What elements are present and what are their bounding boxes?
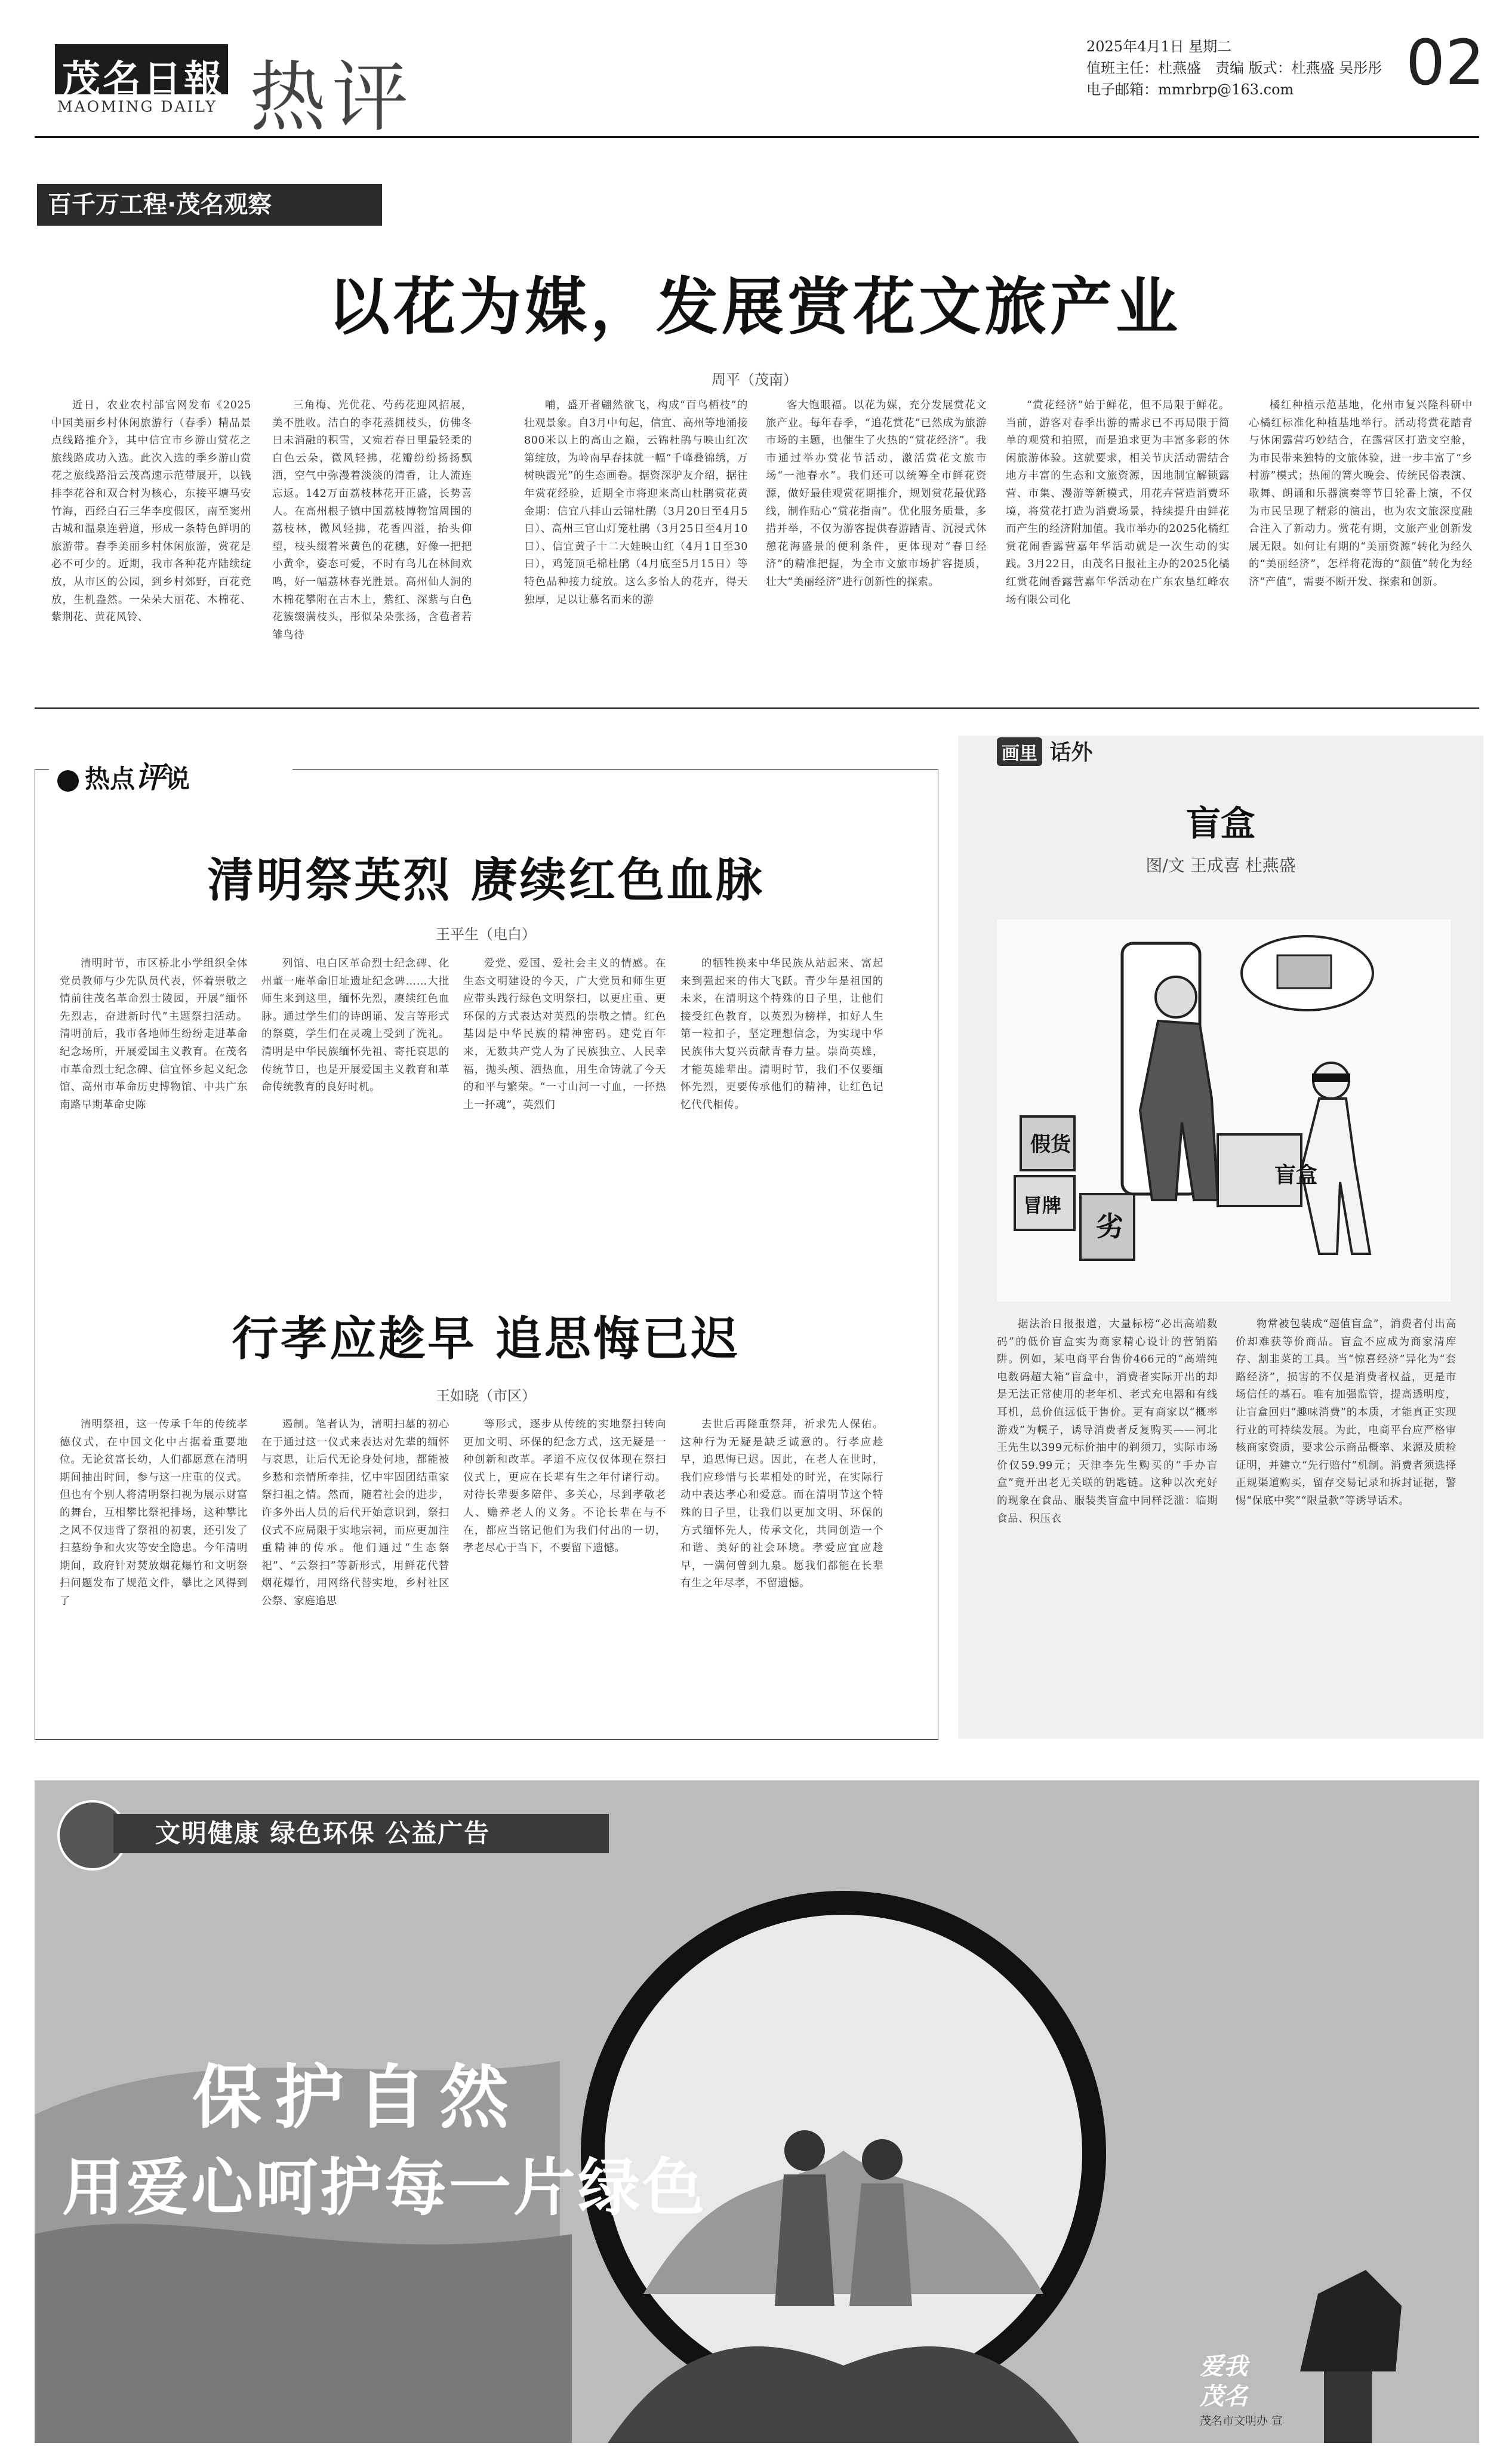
section-title: 热评: [250, 53, 415, 142]
article1-column-2: 列馆、电白区革命烈士纪念碑、化州董一庵革命旧址遗址纪念碑……大批师生来到这里，缅怀先烈，赓续红色血脉。通过学生们的诗朗诵、发言等形式的祭奠，学生们在灵魂上受到了洗礼。清明是中华民族缅怀先祖、寄托哀思的传统节日，也是开展爱国主义教育和革命传统教育的良好时机。: [261, 958, 449, 1094]
masthead-logo: 茂名日報: [62, 57, 224, 102]
lead-byline: 周平（茂南）: [712, 371, 797, 388]
cartoon-tag-left: 画里: [997, 737, 1042, 766]
cartoon-credit: 图/文 王成喜 杜燕盛: [1145, 856, 1296, 875]
box-label-counterfeit: 冒牌: [1023, 1194, 1062, 1217]
ad-statue-base: [1324, 2371, 1372, 2443]
ad-figure-1-head: [784, 2130, 825, 2171]
cartoon-text-column-1: 据法治日报报道，大量标榜“必出高端数码”的低价盲盒实为商家精心设计的营销陷阱。例如，某电商平台售价466元的“高端纯电数码超大箱”盲盒中，消费者实际开出的却是无法正常使用的老年机、老式充电器和有线耳机，总价值远低于售价。更有商家以“概率游戏”为幌子，诱导消费者反复购买——河北王先生以399元标价抽中的剃须刀，实际市场价仅59.99元；天津李先生购买的“手办盲盒”竟开出老无关联的钥匙链。这种以次充好的现象在食品、服装类盲盒中同样泛滥：临期食品、积压衣: [997, 1318, 1218, 1525]
cartoon-title: 盲盒: [1185, 803, 1255, 844]
lead-column-4: 客大饱眼福。以花为媒，充分发展赏花文旅产业。每年春季，“追花赏花”已然成为旅游市场的主题，也催生了火热的“赏花经济”。我市通过举办赏花节活动，激活赏花文旅市场“一池春水”。我们还可以统筹全市鲜花资源，做好最佳观赏花期推介，规划赏花最优路线，制作贴心“赏花指南”。优化服务质量，多措并举，不仅为游客提供春游踏青、沉浸式休憩花海盛景的便利条件，更体现对“春日经济”的精准把握，为全市文旅市场扩容提质，壮大“美丽经济”进行创新性的探索。: [766, 399, 987, 588]
tag-suffix: 说: [165, 764, 190, 793]
box-label-inferior: 劣: [1096, 1210, 1123, 1242]
page-number: 02: [1406, 26, 1485, 99]
masthead-meta: [1086, 36, 1382, 100]
box-label-fake: 假货: [1030, 1133, 1071, 1156]
article2-column-2: 遏制。笔者认为，清明扫墓的初心在于通过这一仪式来表达对先辈的缅怀与哀思，让后代无论身处何地，都能被乡愁和亲情所牵挂，忆中牢固团结重家祭扫祖之情。然而，随着社会的进步，许多外出人员的后代开始意识到，祭扫仪式不应局限于实地宗祠，而应更加注重精神的传承。他们通过“生态祭祀”、“云祭扫”等新形式，用鲜花代替烟花爆竹，用网络代替实地，乡村社区公祭、家庭追思: [261, 1419, 449, 1607]
blindfold: [1312, 1073, 1350, 1082]
lead-column-2: 三角梅、光优花、芍药花迎风招展，美不胜收。洁白的李花蒸拥枝头，仿佛冬日未消融的积雪，又宛若春日里最轻柔的白色云朵，微风轻拂，花瓣纷纷扬扬飘洒，空气中弥漫着淡淡的清香，让人流连忘返。142万亩荔枝林花开正盛，长势喜人。在高州根子镇中国荔枝博物馆周围的荔枝林，微风轻拂，花香四溢，抬头仰望，枝头缀着米黄色的花穗，好像一把把小黄伞，姿态可爱，不时有鸟儿在林间欢鸣，好一幅荔林春光胜景。高州仙人洞的木棉花攀附在古木上，紫红、深紫与白色花簇缀满枝头，彤似朵朵张扬，含苞者若雏鸟待: [272, 399, 472, 641]
cartoon-tag: [997, 736, 1128, 770]
masthead-logo-english: MAOMING DAILY: [57, 98, 217, 115]
lead-column-5: “赏花经济”始于鲜花，但不局限于鲜花。当前，游客对春季出游的需求已不再局限于简单的观赏和拍照，而是追求更为丰富多彩的休闲旅游体验。这就要求，相关节庆活动需结合地方丰富的生态和文旅资源，因地制宜解锁露营、市集、漫游等新模式，用花卉营造消费环境，将赏花打造为消费场景，持续提升由鲜花而产生的经济附加值。我市举办的2025化橘红赏花闹香露营嘉年华活动就是一次生动的实践。3月22日，由茂名日报社主办的2025化橘红赏花闹香露营嘉年华活动在广东农垦红峰农场有限公司化: [1006, 399, 1230, 606]
article2-byline: 王如晓（市区）: [436, 1388, 536, 1404]
box-label-blindbox: 盲盒: [1274, 1163, 1318, 1188]
ad-title-line1: 保护自然: [192, 2057, 522, 2138]
bullet-dot-icon: [57, 770, 79, 792]
ad-tag: 文明健康 绿色环保 公益广告: [113, 1814, 609, 1853]
contact-email: 电子邮箱：mmrbrp@163.com: [1086, 81, 1294, 98]
ad-sign-line1: 爱我: [1200, 2352, 1248, 2380]
article1-byline: 王平生（电白）: [436, 926, 536, 943]
article2-column-1: 清明祭祖，这一传承千年的传统孝德仪式，在中国文化中占据着重要地位。无论贫富长幼，人们都愿意在清明期间抽出时间，参与这一庄重的仪式。但也有个别人将清明祭扫视为展示财富的舞台，互相攀比祭祀排场，这种攀比之风不仅违背了祭祖的初衷，还引发了扫墓纷争和火灾等安全隐患。今年清明期间，政府针对焚放烟花爆竹和文明祭扫问题发布了规范文件，攀比之风得到了: [60, 1419, 248, 1607]
ad-issuer: 茂名市文明办 宣: [1200, 2414, 1283, 2428]
ad-sign-line2: 茂名: [1200, 2382, 1248, 2410]
hot-comment-tag: [49, 753, 292, 795]
cartoon-text-column-2: 物常被包装成“超值盲盒”，消费者付出高价却难获等价商品。盲盒不应成为商家清库存、割韭菜的工具。当“惊喜经济”异化为“套路经济”，损害的不仅是消费者权益，更是市场信任的基石。唯有加强监管，提高透明度，让盲盒回归“趣味消费”的本质，才能真正实现行业的可持续发展。为此，电商平台应严格审核商家资质，要求公示商品概率、来源及质检证明，并建立“先行赔付”机制。消费者须选择正规渠道购买，留存交易记录和拆封证据，警惕“保底中奖”“限量款”等诱导话术。: [1236, 1318, 1456, 1507]
tag-highlight: 评: [135, 760, 165, 795]
article1-column-3: 爱党、爱国、爱社会主义的情感。在生态文明建设的今天，广大党员和师生更应带头践行绿色文明祭扫，以更庄重、更环保的方式表达对英烈的崇敬之情。红色基因是中华民族的精神密码。建党百年来，无数共产党人为了民族独立、人民幸福，抛头颅、洒热血，用生命铸就了今天的和平与繁荣。“一寸山河一寸血，一抔热土一抔魂”，英烈们: [463, 958, 666, 1111]
cartoon-tag-right: 话外: [1049, 740, 1093, 765]
article1-column-1: 清明时节，市区桥北小学组织全体党员教师与少先队员代表，怀着崇敬之情前往茂名革命烈士陵园，开展“缅怀先烈志，奋进新时代”主题祭扫活动。清明前后，我市各地师生纷纷走进革命纪念场所，开展爱国主义教育。在茂名市革命烈士纪念碑、信宜怀乡起义纪念馆、高州市革命历史博物馆、中共广东南路早期革命史陈: [60, 958, 248, 1111]
lead-column-3: 哺，盛开者翩然欲飞，构成“百鸟栖枝”的壮观景象。自3月中旬起，信宜、高州等地涌接800米以上的高山之巅，云锦杜鹃与映山红次第绽放，为岭南早春抹就一幅“千峰叠锦绣，万树映霞光”的生态画卷。据资深驴友介绍，据往年赏花经验，近期全市将迎来高山杜鹃赏花黄金期：信宜八排山云锦杜鹃（3月20日至4月5日）、高州三官山灯笼杜鹃（3月25日至4月10日）、信宜黄子十二大娃映山红（4月1日至30日），鸡笼顶毛棉杜鹃（4月底至5月15日）等特色品种接力绽放。这么多怡人的花卉，得天独厚，足以让慕名而来的游: [524, 399, 748, 606]
article1-title: 清明祭英烈 赓续红色血脉: [207, 853, 765, 908]
article2-title: 行孝应趁早 追思悔已迟: [232, 1312, 740, 1366]
ad-title-line2: 用爱心呵护每一片绿色: [62, 2151, 707, 2224]
lead-headline: 以花为媒，发展赏花文旅产业: [327, 270, 1181, 343]
cartoon-illustration: [997, 919, 1451, 1302]
article1-column-4: 的牺牲换来中华民族从站起来、富起来到强起来的伟大飞跃。青少年是祖国的未来，在清明这个特殊的日子里，让他们接受红色教育，以英烈为榜样，扣好人生第一粒扣子，坚定理想信念，为实现中华民族伟大复兴贡献青春力量。崇尚英雄，才能英雄辈出。清明时节，我们不仅要缅怀先烈，更要传承他们的精神，让红色记忆代代相传。: [680, 958, 883, 1111]
article2-column-4: 去世后再隆重祭拜，祈求先人保佑。这种行为无疑是缺乏诚意的。行孝应趁早，追思悔已迟。因此，在老人在世时，我们应珍惜与长辈相处的时光，在实际行动中表达孝心和爱意。而在清明节这个特殊的日子里，让我们以更加文明、环保的方式缅怀先人，传承文化，共同创造一个和谐、美好的社会环境。孝爱应宜应趁早，一满何曾到九泉。愿我们都能在长辈有生之年尽孝，不留遗憾。: [680, 1419, 883, 1590]
masthead-rule: [35, 136, 1479, 138]
tag-prefix: 热点: [85, 764, 135, 793]
ad-figure-2-head: [862, 2139, 903, 2180]
section-divider: [35, 707, 1479, 709]
lead-column-6: 橘红种植示范基地，化州市复兴隆科研中心橘红标准化种植基地举行。活动将赏花踏青与休闲露营巧妙结合，在露营区打造文空舱，为市民带来独特的文旅体验，进一步丰富了“乡村游”模式；热闹的篝火晚会、传统民俗表演、歌舞、朗诵和乐器演奏等节目轮番上演，不仅为市民呈现了精彩的演出，也为农文旅深度融合注入了新动力。赏花有期，文旅产业创新发展无限。如何让有期的“美丽资源”转化为经久的“美丽经济”，怎样将花海的“颜值”转化为经济“产值”，需要不断开发、探索和创新。: [1249, 399, 1473, 588]
cartoon-drawing: [997, 919, 1451, 1302]
lead-column-1: 近日，农业农村部官网发布《2025中国美丽乡村休闲旅游行（春季）精品景点线路推介》，其中信宜市乡游山赏花之旅线路成功入选。此次入选的季乡游山赏花之旅线路沿云茂高速示范带展开，以钱排李花谷和双合村为核心，东接平塘马安竹海，西经白石三华李度假区，南至窦州古城和温泉连碧道，形成一条特色鲜明的旅游带。春季美丽乡村休闲旅游，赏花是必不可少的。近期，我市各种花卉陆续绽放，从市区的公园，到乡村郊野，百花竞放，生机盎然。一朵朵大丽花、木棉花、紫荆花、黄花风铃、: [51, 399, 251, 624]
issue-date: 2025年4月1日 星期二: [1086, 38, 1232, 55]
article2-column-3: 等形式，逐步从传统的实地祭扫转向更加文明、环保的纪念方式，这无疑是一种创新和改革。孝道不应仅仅体现在祭扫仪式上，更应在长辈有生之年付诸行动。对待长辈要多陪伴、多关心，尽到孝敬老人、赡养老人的义务。不论长辈在与不在，都应当铭记他们为我们付出的一切，孝老尽心于当下，不要留下遗憾。: [463, 1419, 666, 1555]
editors-line: 值班主任：杜燕盛 责编 版式：杜燕盛 吴彤彤: [1086, 60, 1382, 76]
column-tag: 百千万工程·茂名观察: [37, 184, 382, 226]
merchant-head: [1156, 977, 1196, 1017]
